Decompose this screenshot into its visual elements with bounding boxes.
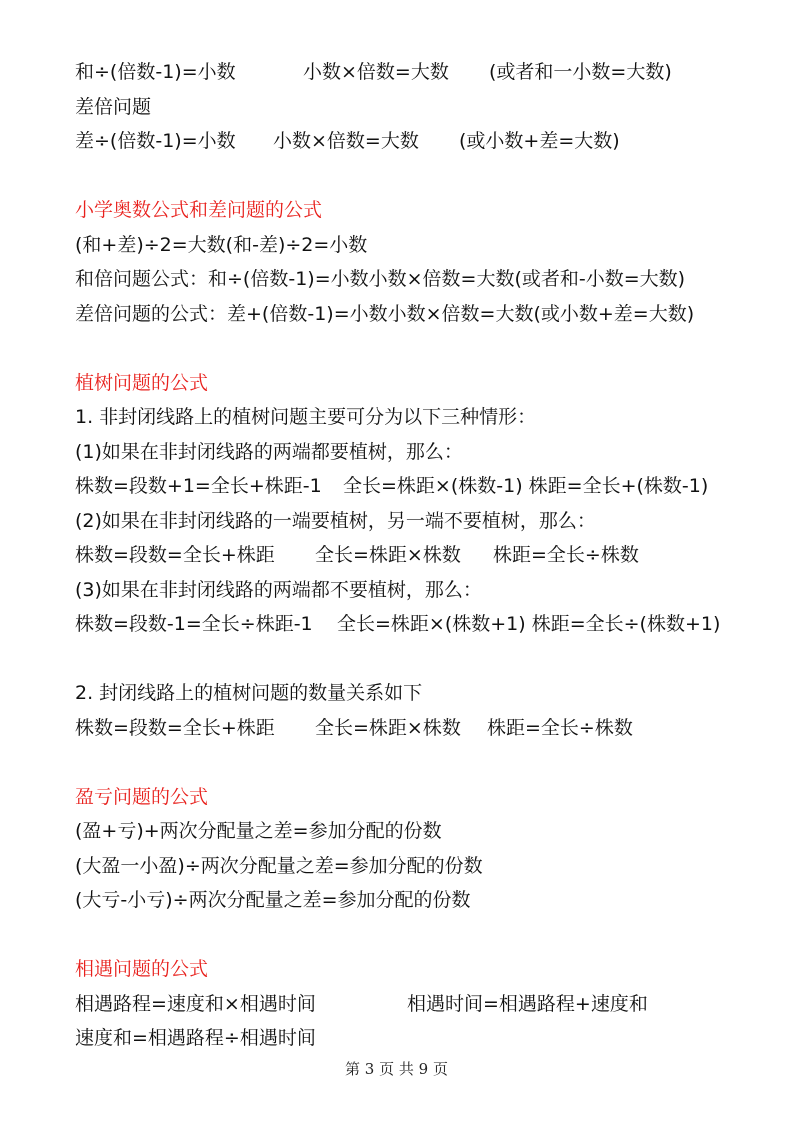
formula-text: 全长=株距×(株数-1) 株距=全长+(株数-1) — [343, 475, 709, 497]
paragraph-line: 1. 非封闭线路上的植树问题主要可分为以下三种情形： — [75, 406, 537, 428]
paragraph-line: (2)如果在非封闭线路的一端要植树，另一端不要植树，那么： — [75, 509, 596, 532]
formula-text: 小数×倍数=大数 — [273, 130, 419, 152]
formula-text: 株距=全长÷株数 — [493, 544, 639, 566]
spacer — [75, 331, 765, 366]
formula-text: 相遇路程=速度和×相遇时间 — [75, 992, 316, 1015]
document-page — [75, 55, 765, 1056]
paragraph-line: (3)如果在非封闭线路的两端都不要植树，那么： — [75, 578, 482, 601]
formula-text: (或小数+差=大数) — [459, 130, 620, 152]
formula-text: 株数=段数+1=全长+株距-1 — [75, 475, 322, 497]
section-heading-profit-loss: 盈亏问题的公式 — [75, 785, 209, 808]
formula-text: 小数×倍数=大数 — [303, 61, 449, 83]
spacer — [75, 159, 765, 194]
formula-line — [75, 55, 765, 90]
formula-line — [75, 607, 765, 642]
formula-line: (大亏-小亏)÷两次分配量之差=参加分配的份数 — [75, 889, 471, 911]
formula-line: 差倍问题的公式：差+(倍数-1)=小数小数×倍数=大数(或小数+差=大数) — [75, 302, 695, 325]
paragraph-line: (1)如果在非封闭线路的两端都要植树，那么： — [75, 440, 463, 463]
formula-text: 全长=株距×(株数+1) 株距=全长÷(株数+1) — [337, 613, 721, 635]
formula-text: 株数=段数=全长+株距 — [75, 544, 275, 566]
page-number-footer: 第 3 页 共 9 页 — [345, 1060, 448, 1078]
formula-text: 全长=株距×株数 — [315, 716, 461, 739]
paragraph-line: 2. 封闭线路上的植树问题的数量关系如下 — [75, 682, 423, 704]
formula-text: 株数=段数-1=全长÷株距-1 — [75, 613, 313, 635]
formula-text: 株数=段数=全长+株距 — [75, 716, 275, 739]
formula-line: (大盈一小盈)÷两次分配量之差=参加分配的份数 — [75, 854, 483, 877]
formula-line: 和倍问题公式：和÷(倍数-1)=小数小数×倍数=大数(或者和-小数=大数) — [75, 268, 686, 290]
formula-line: (盈+亏)+两次分配量之差=参加分配的份数 — [75, 820, 442, 842]
subheading-line: 差倍问题 — [75, 95, 152, 118]
formula-text: 差÷(倍数-1)=小数 — [75, 130, 236, 152]
section-heading-sum-difference: 小学奥数公式和差问题的公式 — [75, 199, 323, 221]
formula-line — [75, 987, 765, 1022]
formula-text: 和÷(倍数-1)=小数 — [75, 61, 236, 83]
formula-text: (或者和一小数=大数) — [489, 61, 672, 83]
formula-text: 株距=全长÷株数 — [487, 716, 633, 739]
formula-line — [75, 711, 765, 746]
formula-line: (和+差)÷2=大数(和-差)÷2=小数 — [75, 233, 368, 256]
formula-line — [75, 124, 765, 159]
spacer — [75, 745, 765, 780]
formula-text: 全长=株距×株数 — [315, 544, 461, 566]
spacer — [75, 918, 765, 953]
formula-text: 相遇时间=相遇路程+速度和 — [407, 992, 648, 1015]
section-heading-tree-planting: 植树问题的公式 — [75, 371, 209, 394]
formula-line — [75, 538, 765, 573]
section-heading-meeting: 相遇问题的公式 — [75, 958, 209, 980]
formula-line: 速度和=相遇路程÷相遇时间 — [75, 1027, 316, 1049]
formula-line — [75, 469, 765, 504]
spacer — [75, 642, 765, 677]
